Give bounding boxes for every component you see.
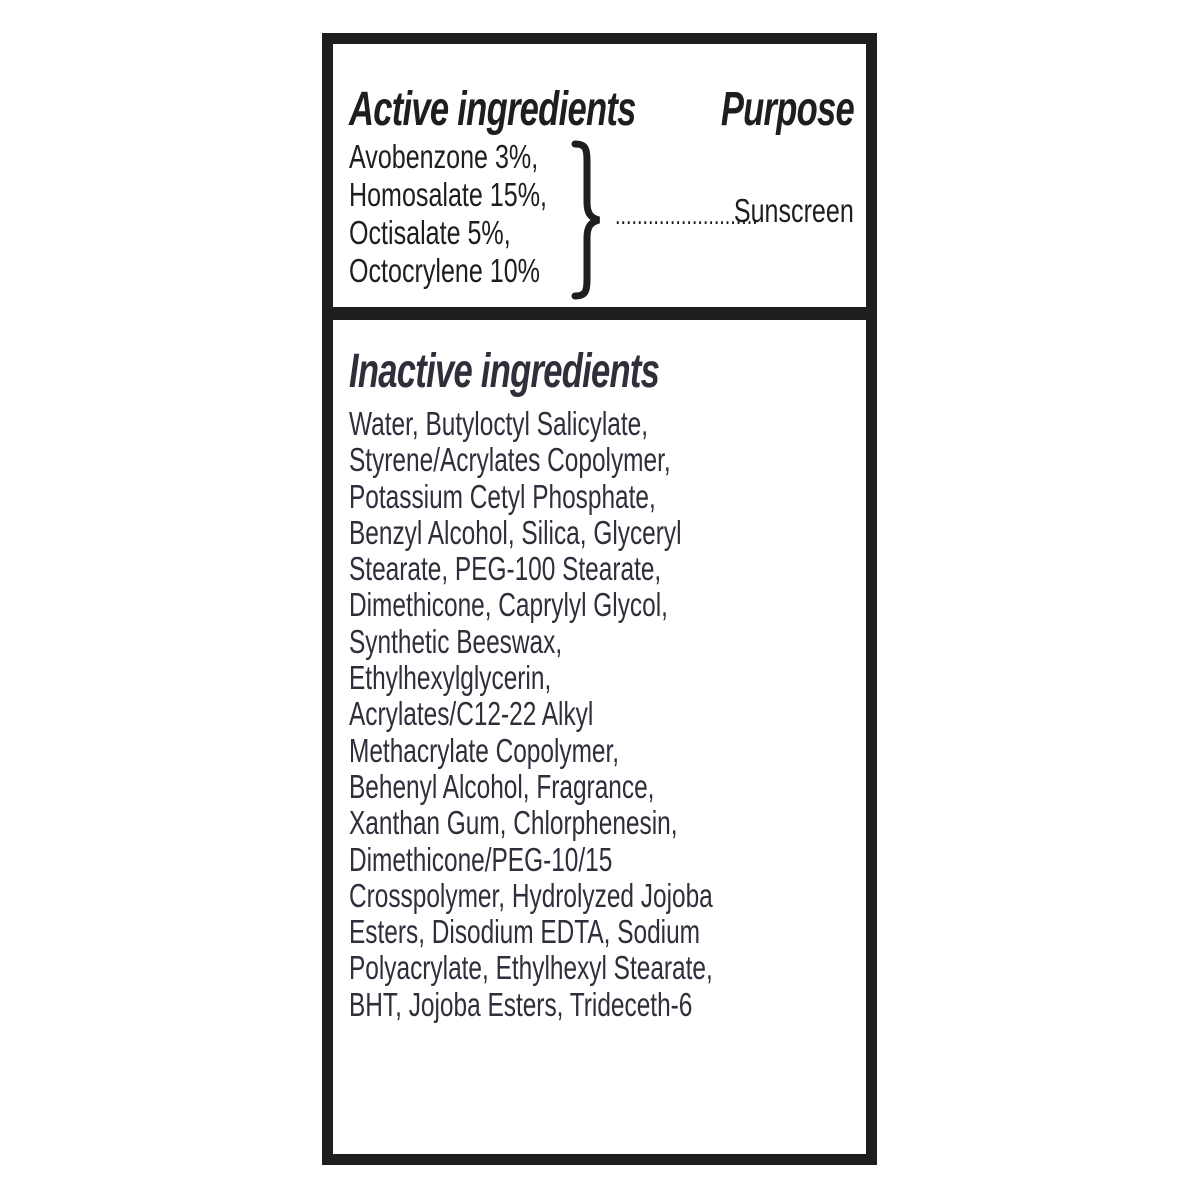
section-divider — [333, 307, 866, 320]
inactive-line: Dimethicone, Caprylyl Glycol, — [349, 586, 668, 624]
inactive-ingredients-list — [349, 406, 841, 1023]
inactive-line: Polyacrylate, Ethylhexyl Stearate, — [349, 949, 713, 987]
inactive-line: Esters, Disodium EDTA, Sodium — [349, 913, 701, 951]
active-ingredient: Octocrylene 10% — [349, 252, 540, 289]
active-ingredient: Avobenzone 3%, — [349, 138, 539, 175]
inactive-line: Synthetic Beeswax, — [349, 622, 563, 660]
inactive-line: Potassium Cetyl Phosphate, — [349, 477, 656, 515]
inactive-line: Benzyl Alcohol, Silica, Glyceryl — [349, 513, 682, 551]
leader-dots: .......................... — [615, 200, 758, 230]
purpose-heading: Purpose — [720, 83, 854, 136]
inactive-ingredients-heading: Inactive ingredients — [349, 345, 660, 398]
inactive-line: Behenyl Alcohol, Fragrance, — [349, 767, 655, 805]
inactive-line: Dimethicone/PEG-10/15 — [349, 840, 613, 878]
drug-facts-panel — [322, 33, 877, 1165]
active-ingredients-heading: Active ingredients — [349, 83, 636, 136]
inactive-line: Styrene/Acrylates Copolymer, — [349, 441, 671, 479]
inactive-line: BHT, Jojoba Esters, Trideceth-6 — [349, 985, 693, 1023]
curly-brace-icon — [571, 140, 605, 300]
purpose-value: Sunscreen — [734, 192, 854, 229]
inactive-line: Acrylates/C12-22 Alkyl — [349, 695, 594, 733]
active-ingredient: Octisalate 5%, — [349, 214, 511, 251]
active-ingredient: Homosalate 15%, — [349, 176, 547, 213]
inactive-line: Crosspolymer, Hydrolyzed Jojoba — [349, 876, 713, 914]
inactive-line: Ethylhexylglycerin, — [349, 659, 552, 697]
inactive-line: Stearate, PEG-100 Stearate, — [349, 550, 662, 588]
inactive-line: Xanthan Gum, Chlorphenesin, — [349, 804, 678, 842]
inactive-line: Water, Butyloctyl Salicylate, — [349, 405, 649, 442]
inactive-line: Methacrylate Copolymer, — [349, 731, 620, 769]
